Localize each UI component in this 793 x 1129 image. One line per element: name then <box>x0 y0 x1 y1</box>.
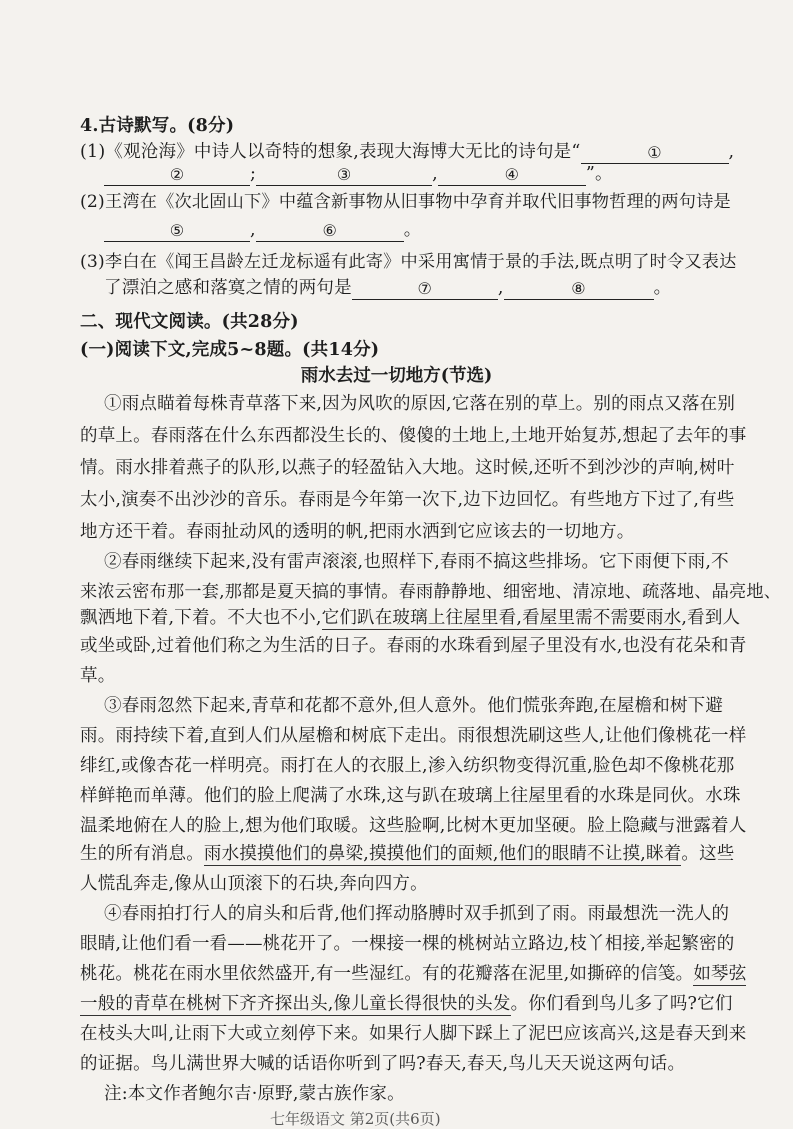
q4-part2-line2 <box>104 218 421 242</box>
p3-line7: 人慌乱奔走,像从山顶滚下的石块,奔向四方。 <box>80 874 428 894</box>
p3-line4: 样鲜艳而单薄。他们的脸上爬满了水珠,这与趴在玻璃上往屋里看的水珠是同伙。水珠 <box>80 786 741 806</box>
p2-text: ,看到人 <box>681 608 741 628</box>
q4-part1-line1 <box>80 140 734 164</box>
p1-line5: 地方还干着。春雨扯动风的透明的帆,把雨水洒到它应该去的一切地方。 <box>80 522 635 542</box>
punct: 。 <box>653 278 672 298</box>
blank-1[interactable]: ① <box>581 141 729 164</box>
punct: , <box>497 278 504 298</box>
p4-text: 桃花。桃花在雨水里依然盛开,有一些湿红。有的花瓣落在泥里,如撕碎的信笺。 <box>80 964 694 984</box>
p4-line2: 眼睛,让他们看一看——桃花开了。一棵接一棵的桃树站立路边,枝丫相接,举起繁密的 <box>80 934 735 954</box>
section2-heading: 二、现代文阅读。(共28分) <box>80 312 299 332</box>
q4-part1-line2 <box>104 162 613 186</box>
p2-line5: 草。 <box>80 666 116 686</box>
q4-part3-line1: (3)李白在《闻王昌龄左迁龙标遥有此寄》中采用寓情于景的手法,既点明了时令又表达 <box>80 252 737 272</box>
punct: , <box>250 220 256 240</box>
q4-part1-text: (1)《观沧海》中诗人以奇特的想象,表现大海博大无比的诗句是“ <box>80 142 581 162</box>
p1-line2: 的草上。春雨落在什么东西都没生长的、傻傻的土地上,土地开始复苏,想起了去年的事 <box>80 426 747 446</box>
p2-line1: ②春雨继续下起来,没有雷声滚滚,也照样下,春雨不搞这些排场。它下雨便下雨,不 <box>104 552 729 572</box>
p1-line3: 情。雨水排着燕子的队形,以燕子的轻盈钻入大地。这时候,还听不到沙沙的声响,树叶 <box>80 458 735 478</box>
p4-line3 <box>80 962 746 986</box>
blank-3[interactable]: ③ <box>256 163 432 186</box>
p4-text: 。你们看到鸟儿多了吗?它们 <box>510 994 733 1014</box>
q4-part3-line2 <box>104 276 671 300</box>
p3-line6 <box>80 842 735 866</box>
punct: , <box>728 142 735 162</box>
p2-line2: 来浓云密布那一套,那都是夏天搞的事情。春雨静静地、细密地、清凉地、疏落地、晶亮地、 <box>80 582 782 602</box>
blank-8[interactable]: ⑧ <box>504 277 654 300</box>
p4-line4 <box>80 992 733 1016</box>
q4-part2-line1: (2)王湾在《次北固山下》中蕴含新事物从旧事物中孕育并取代旧事物哲理的两句诗是 <box>80 192 731 212</box>
underlined-sentence-3a: 如琴弦 <box>693 964 747 984</box>
section2-sub1: (一)阅读下文,完成5~8题。(共14分) <box>80 340 380 360</box>
punct: 。 <box>403 220 422 240</box>
p2-line3 <box>80 606 740 630</box>
blank-4[interactable]: ④ <box>438 163 586 186</box>
blank-2[interactable]: ② <box>104 163 250 186</box>
underlined-sentence-2: 雨水摸摸他们的鼻梁,摸摸他们的面颊,他们的眼睛不让摸,眯着 <box>203 844 682 864</box>
p3-line5: 温柔地俯在人的脸上,想为他们取暖。这些脸啊,比树木更加坚硬。脸上隐藏与泄露着人 <box>80 816 747 836</box>
p1-line4: 太小,演奏不出沙沙的音乐。春雨是今年第一次下,边下边回忆。有些地方下过了,有些 <box>80 490 735 510</box>
p3-line1: ③春雨忽然下起来,青草和花都不意外,但人意外。他们慌张奔跑,在屋檐和树下避 <box>104 696 724 716</box>
q4-part3-text: 了漂泊之感和落寞之情的两句是 <box>104 278 352 298</box>
p3-text: 生的所有消息。 <box>80 844 204 864</box>
p1-line1: ①雨点瞄着每株青草落下来,因为风吹的原因,它落在别的草上。别的雨点又落在别 <box>104 394 736 414</box>
punct: , <box>432 164 438 184</box>
p4-line1: ④春雨拍打行人的肩头和后背,他们挥动胳膊时双手抓到了雨。雨最想洗一洗人的 <box>104 904 730 924</box>
blank-5[interactable]: ⑤ <box>104 219 250 242</box>
p4-line5: 在枝头大叫,让雨下大或立刻停下来。如果行人脚下踩上了泥巴应该高兴,这是春天到来 <box>80 1024 747 1044</box>
blank-6[interactable]: ⑥ <box>256 219 404 242</box>
punct: ”。 <box>585 164 613 184</box>
p2-text: 飘洒地下着,下着。不大也不小, <box>80 608 322 628</box>
p3-line3: 绯红,或像杏花一样明亮。雨打在人的衣服上,渗入纺织物变得沉重,脸色却不像桃花那 <box>80 756 735 776</box>
p4-line6: 的证据。鸟儿满世界大喊的话语你听到了吗?春天,春天,鸟儿天天说这两句话。 <box>80 1054 686 1074</box>
author-note: 注:本文作者鲍尔吉·原野,蒙古族作家。 <box>104 1084 405 1104</box>
underlined-sentence-3b: 一般的青草在桃树下齐齐探出头,像儿童长得很快的头发 <box>80 994 511 1014</box>
page-footer: 七年级语文 第2页(共6页) <box>270 1110 441 1128</box>
passage-title: 雨水去过一切地方(节选) <box>300 366 493 386</box>
p2-line4: 或坐或卧,过着他们称之为生活的日子。春雨的水珠看到屋子里没有水,也没有花朵和青 <box>80 636 747 656</box>
p3-line2: 雨。雨持续下着,直到人们从屋檐和树底下走出。雨很想洗刷这些人,让他们像桃花一样 <box>80 726 747 746</box>
q4-heading: 4.古诗默写。(8分) <box>80 116 235 136</box>
punct: ; <box>250 164 257 184</box>
underlined-sentence-1: 它们趴在玻璃上往屋里看,看屋里需不需要雨水 <box>321 608 682 628</box>
p3-text: 。这些 <box>681 844 735 864</box>
blank-7[interactable]: ⑦ <box>352 277 498 300</box>
